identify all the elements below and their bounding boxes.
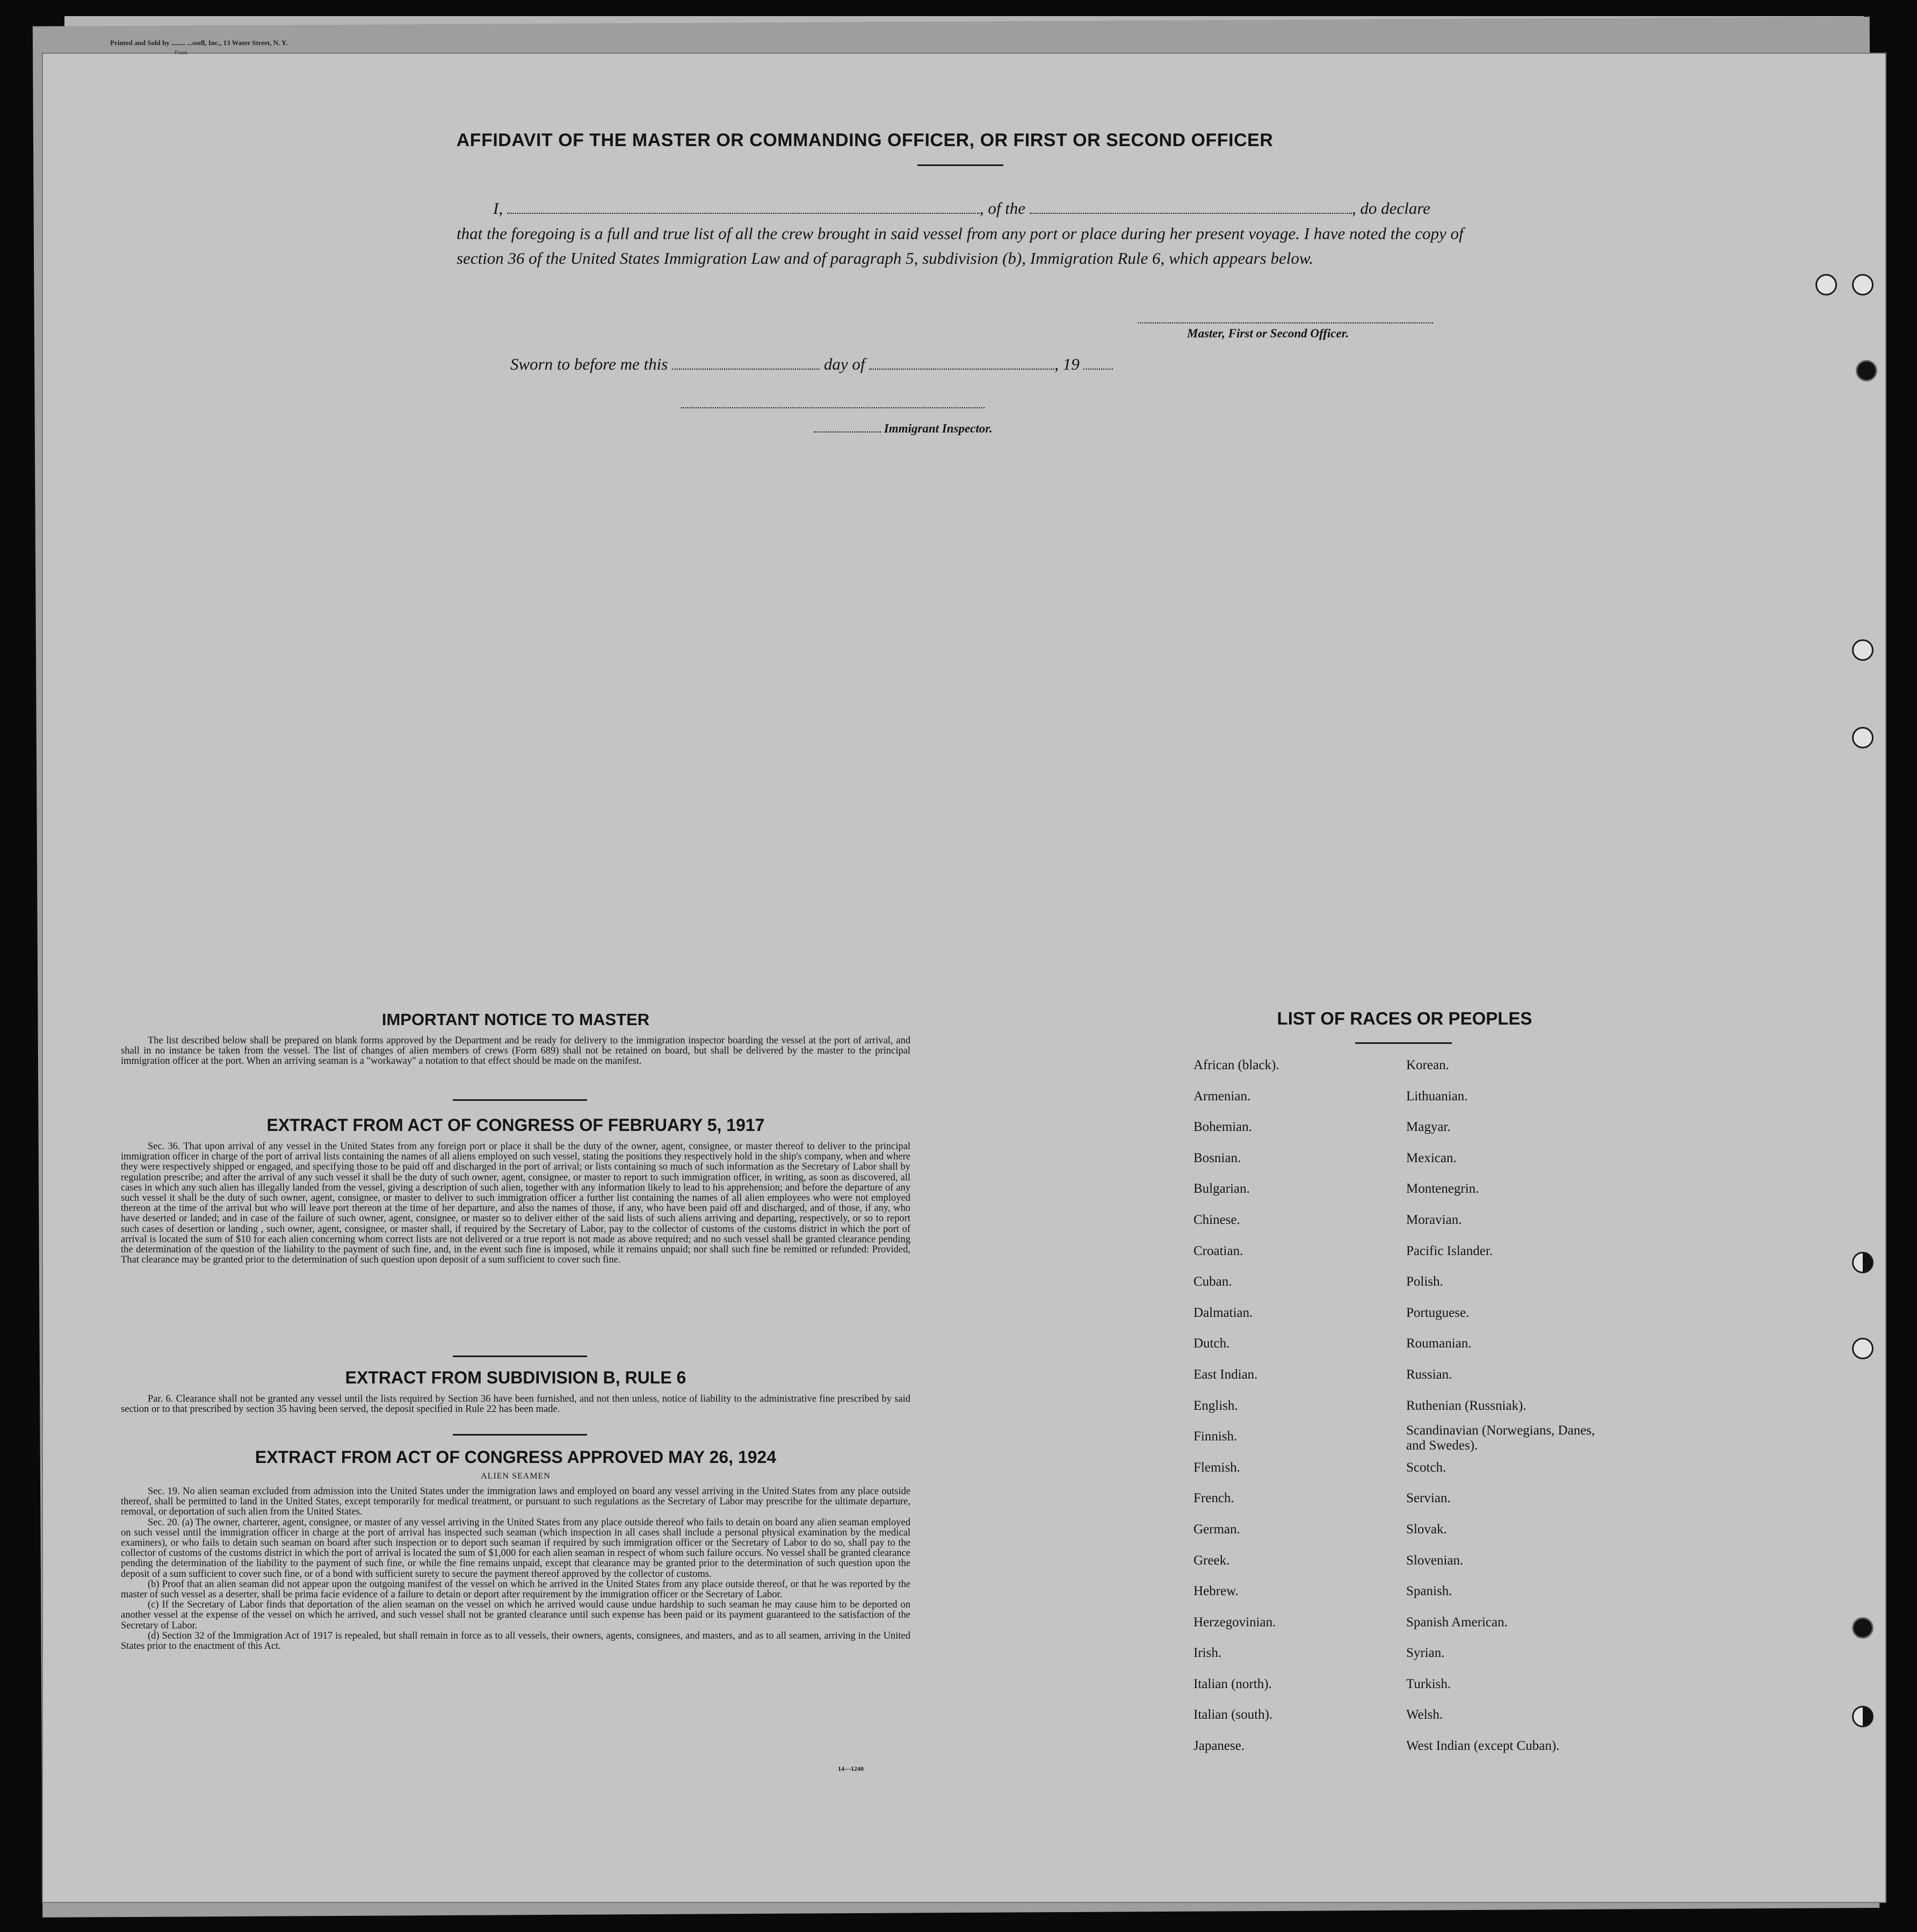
race-item: Dutch. <box>1193 1336 1230 1351</box>
master-signature-line <box>1138 322 1433 323</box>
race-item: Turkish. <box>1406 1676 1451 1691</box>
of-the-label: , of the <box>979 199 1026 218</box>
vessel-blank <box>1030 213 1352 214</box>
race-item: West Indian (except Cuban). <box>1406 1739 1560 1754</box>
separator-rule <box>453 1356 587 1357</box>
race-item: Greek. <box>1193 1553 1230 1568</box>
binder-hole <box>1852 1617 1873 1639</box>
notice-paragraph: The list described below shall be prepared on blank forms approved by the Department and be ready for delivery to the immigration inspector boarding the vessel at the port of arrival, and shall in no instance be taken from the vessel. The list of changes of alien members of crews (Form 689) shall not be retained on board, but shall be delivered by the master to the principal immigration officer at the port. When an arriving seaman is a "workaway" a notation to that effect should be made on the manifest. <box>121 1035 910 1067</box>
affidavit-body: that the foregoing is a full and true list of all the crew brought in said vessel from any port or place during her present voyage. I have noted the copy of section 36 of the United States Immigration Law and of paragraph 5, subdivision (b), Immigration Rule 6, which appears below. <box>457 224 1464 268</box>
race-item: Syrian. <box>1406 1646 1445 1661</box>
inspector-signature-line <box>681 407 985 408</box>
race-item: Cuban. <box>1193 1274 1232 1289</box>
notice-section <box>121 1010 910 1067</box>
race-item: Russian. <box>1406 1367 1452 1382</box>
races-right-column <box>1406 1057 1605 1769</box>
races-list-title: LIST OF RACES OR PEOPLES <box>1277 1008 1532 1028</box>
sec-19-paragraph: Sec. 19. No alien seaman excluded from admission into the United States under the immigration laws and employed on board any vessel arriving in the United States from any place outside thereof, shall be permitted to land in the United States, except temporarily for medical treatment, or pursuant to such regulations as the Secretary of Labor may prescribe for the ultimate departure, removal, or deportation of such alien from the United States. <box>121 1486 910 1518</box>
separator-rule <box>453 1099 587 1101</box>
race-item: Roumanian. <box>1406 1336 1472 1351</box>
race-item: Polish. <box>1406 1274 1443 1289</box>
race-item: Bosnian. <box>1193 1150 1241 1165</box>
binder-hole <box>1852 1252 1873 1273</box>
extract-rule6-body <box>121 1394 910 1415</box>
race-item: French. <box>1193 1491 1234 1506</box>
race-item: Irish. <box>1193 1646 1222 1661</box>
race-item: Ruthenian (Russniak). <box>1406 1398 1527 1413</box>
race-item: Bulgarian. <box>1193 1181 1250 1196</box>
race-item: Hebrew. <box>1193 1584 1239 1599</box>
binder-hole <box>1852 639 1873 661</box>
binder-hole <box>1815 274 1837 295</box>
race-item: Dalmatian. <box>1193 1305 1253 1320</box>
affidavit-title: AFFIDAVIT OF THE MASTER OR COMMANDING OFFICER, OR FIRST OR SECOND OFFICER <box>456 130 1274 150</box>
year-blank <box>1083 369 1113 370</box>
extract-1917-section <box>121 1115 910 1265</box>
master-signature-label: Master, First or Second Officer. <box>1187 327 1349 340</box>
race-item: Spanish American. <box>1406 1614 1508 1630</box>
sec-20b-paragraph: (b) Proof that an alien seaman did not appear upon the outgoing manifest of the vessel on which he arrived in the United States from any place outside thereof, or that he was reported by the master of such vessel as a deserter, shall be prima facie evidence of a failure to detain or deport after requirement by the immigration officer or the Secretary of Labor. <box>121 1578 910 1601</box>
binder-hole <box>1852 274 1873 295</box>
race-item: Welsh. <box>1406 1707 1443 1722</box>
inspector-signature-label <box>814 422 993 436</box>
races-title-rule <box>1355 1042 1452 1044</box>
race-item: Slovak. <box>1406 1522 1447 1537</box>
inspector-blank <box>814 431 881 432</box>
extract-1924-section <box>121 1447 910 1652</box>
year-label: , 19 <box>1054 355 1080 373</box>
binder-hole <box>1852 727 1873 748</box>
race-item: Croatian. <box>1193 1243 1243 1258</box>
sworn-line <box>510 355 1113 374</box>
binder-hole <box>1856 360 1877 381</box>
races-left-column <box>1193 1057 1279 1769</box>
race-item: Pacific Islander. <box>1406 1243 1493 1258</box>
i-label: I, <box>493 199 503 218</box>
race-item: Bohemian. <box>1193 1120 1253 1135</box>
day-blank <box>672 369 820 370</box>
separator-rule <box>453 1434 587 1436</box>
sec-20d-paragraph: (d) Section 32 of the Immigration Act of 1917 is repealed, but shall remain in force as to all vessels, their owners, agents, consignees, and masters, and as to all seamen, arriving in the United States prior to the enactment of this Act. <box>121 1630 910 1652</box>
sworn-label: Sworn to before me this <box>510 355 668 373</box>
affidavit-title-rule <box>917 164 1003 166</box>
sec-20c-paragraph: (c) If the Secretary of Labor finds that deportation of the alien seaman on the vessel on which he arrived would cause undue hardship to such seaman he may cause him to be deported on another vessel at the expense of the vessel on which he arrived, and such vessel shall not be granted clearance until such expense has been paid or its payment guaranteed to the satisfaction of the Secretary of Labor. <box>121 1599 910 1631</box>
do-declare-label: , do declare <box>1351 199 1430 218</box>
race-item: Spanish. <box>1406 1584 1452 1599</box>
race-item: East Indian. <box>1193 1367 1258 1382</box>
day-of-label: day of <box>823 355 865 373</box>
race-item: Servian. <box>1406 1491 1451 1506</box>
race-item: Lithuanian. <box>1406 1088 1468 1104</box>
month-blank <box>869 369 1054 370</box>
race-item: Scotch. <box>1406 1460 1446 1475</box>
race-item: Flemish. <box>1193 1460 1240 1475</box>
race-item: Herzegovinian. <box>1193 1614 1276 1630</box>
binder-hole <box>1852 1338 1873 1359</box>
extract-1917-title: EXTRACT FROM ACT OF CONGRESS OF FEBRUARY 5, 1917 <box>266 1115 765 1135</box>
inspector-label-text: Immigrant Inspector. <box>884 422 993 435</box>
extract-rule6-section <box>121 1368 910 1415</box>
race-item: African (black). <box>1193 1058 1279 1072</box>
race-item: Chinese. <box>1193 1212 1240 1227</box>
form-label: Form <box>175 49 187 56</box>
race-item: Magyar. <box>1406 1120 1451 1135</box>
form-code: 14—1240 <box>838 1765 864 1772</box>
extract-1924-title: EXTRACT FROM ACT OF CONGRESS APPROVED MAY 26, 1924 <box>255 1447 777 1467</box>
race-item: Scandinavian (Norwegians, Danes, and Swedes). <box>1406 1423 1595 1453</box>
extract-1924-body <box>121 1487 910 1652</box>
race-item: English. <box>1193 1398 1238 1413</box>
printer-imprint: Printed and Sold by ........ ...ssell, Inc., 13 Water Street, N. Y. <box>110 39 288 47</box>
race-item: Armenian. <box>1193 1088 1251 1104</box>
race-item: Finnish. <box>1193 1429 1238 1444</box>
race-item: Italian (north). <box>1193 1676 1272 1691</box>
race-item: Korean. <box>1406 1058 1449 1072</box>
race-item: Japanese. <box>1193 1739 1245 1754</box>
scan-border <box>0 0 1917 11</box>
sec-20a-paragraph: Sec. 20. (a) The owner, charterer, agent, consignee, or master of any vessel arriving in the United States from any place outside thereof who fails to detain on board any alien seaman employed on such vessel until the immigration officer in charge at the port of arrival has inspected such seaman (which inspection in all cases shall include a personal physical examination by the medical examiners), or who fails to detain such seaman on board after such inspection or to deport such seaman if required by such immigration officer or the Secretary of Labor to do so, shall pay to the collector of customs of the customs district in which the port of arrival is located the sum of $1,000 for each alien seaman in respect of whom such failure occurs. No vessel shall be granted clearance pending the determination of the liability to the payment of such fine, or while the fine remains unpaid, except that clearance may be granted prior to the determination of such question upon the deposit of a sum sufficient to cover such fine, or of a bond with sufficient surety to secure the payment thereof approved by the collector of customs. <box>121 1517 910 1580</box>
sec-36-paragraph: Sec. 36. That upon arrival of any vessel in the United States from any foreign port or place it shall be the duty of the owner, agent, consignee, or master thereof to deliver to the principal immigration officer in charge of the port of arrival lists containing the names of all aliens employed on such vessel, stating the positions they respectively hold in the ship's company, when and where they were respectively shipped or engaged, and specifying those to be paid off and discharged in the port of arrival; or lists containing so much of such information as the Secretary of Labor shall by regulation prescribe; and after the arrival of any such vessel it shall be the duty of such owner, agent, consignee, or master to report to such immigration officer, in writing, as soon as discovered, all cases in which any such alien has illegally landed from the vessel, giving a description of such alien, together with any information likely to lead to his apprehension; and before the departure of any such vessel it shall be the duty of such owner, agent, consignee, or master to deliver to such immigration officer a further list containing the names of all alien employees who were not employed thereon at the time of the arrival but who will leave port thereon at the time of her departure, and also the names of those, if any, who have been paid off and discharged, and of those, if any, who have deserted or landed; and in case of the failure of such owner, agent, consignee, or master so to deliver either of the said lists of such aliens arriving and departing, respectively, or so to report such cases of desertion or landing , such owner, agent, consignee, or master shall, if required by the Secretary of Labor, pay to the collector of customs of the customs district in which the port of arrival is located the sum of $10 for each alien concerning whom correct lists are not delivered or a true report is not made as above required; and no such vessel shall be granted clearance pending the determination of the question of the liability to the payment of such fine, and, in the event such fine is imposed, while it remains unpaid; nor shall such fine be remitted or refunded: Provided, That clearance may be granted prior to the determination of such question upon deposit of a sum sufficient to cover such fine. <box>121 1141 910 1266</box>
notice-body <box>121 1036 910 1067</box>
name-blank <box>507 213 980 214</box>
race-item: German. <box>1193 1522 1240 1537</box>
extract-rule6-title: EXTRACT FROM SUBDIVISION B, RULE 6 <box>345 1368 686 1387</box>
race-item: Moravian. <box>1406 1212 1462 1227</box>
par-6-paragraph: Par. 6. Clearance shall not be granted any vessel until the lists required by Section 36 have been furnished, and not then unless, notice of liability to the administrative fine prescribed by said section or to that prescribed by section 35 having been served, the deposit specified in Rule 22 has been made. <box>121 1394 910 1415</box>
race-item: Mexican. <box>1406 1150 1457 1165</box>
extract-1917-body <box>121 1142 910 1265</box>
alien-seamen-subtitle: ALIEN SEAMEN <box>481 1472 551 1481</box>
race-item: Slovenian. <box>1406 1553 1464 1568</box>
race-item: Italian (south). <box>1193 1707 1273 1722</box>
binder-hole <box>1852 1706 1873 1727</box>
race-item: Portuguese. <box>1406 1305 1470 1320</box>
affidavit-declaration-line <box>493 199 1476 218</box>
notice-title: IMPORTANT NOTICE TO MASTER <box>381 1010 650 1029</box>
race-item: Montenegrin. <box>1406 1181 1479 1196</box>
